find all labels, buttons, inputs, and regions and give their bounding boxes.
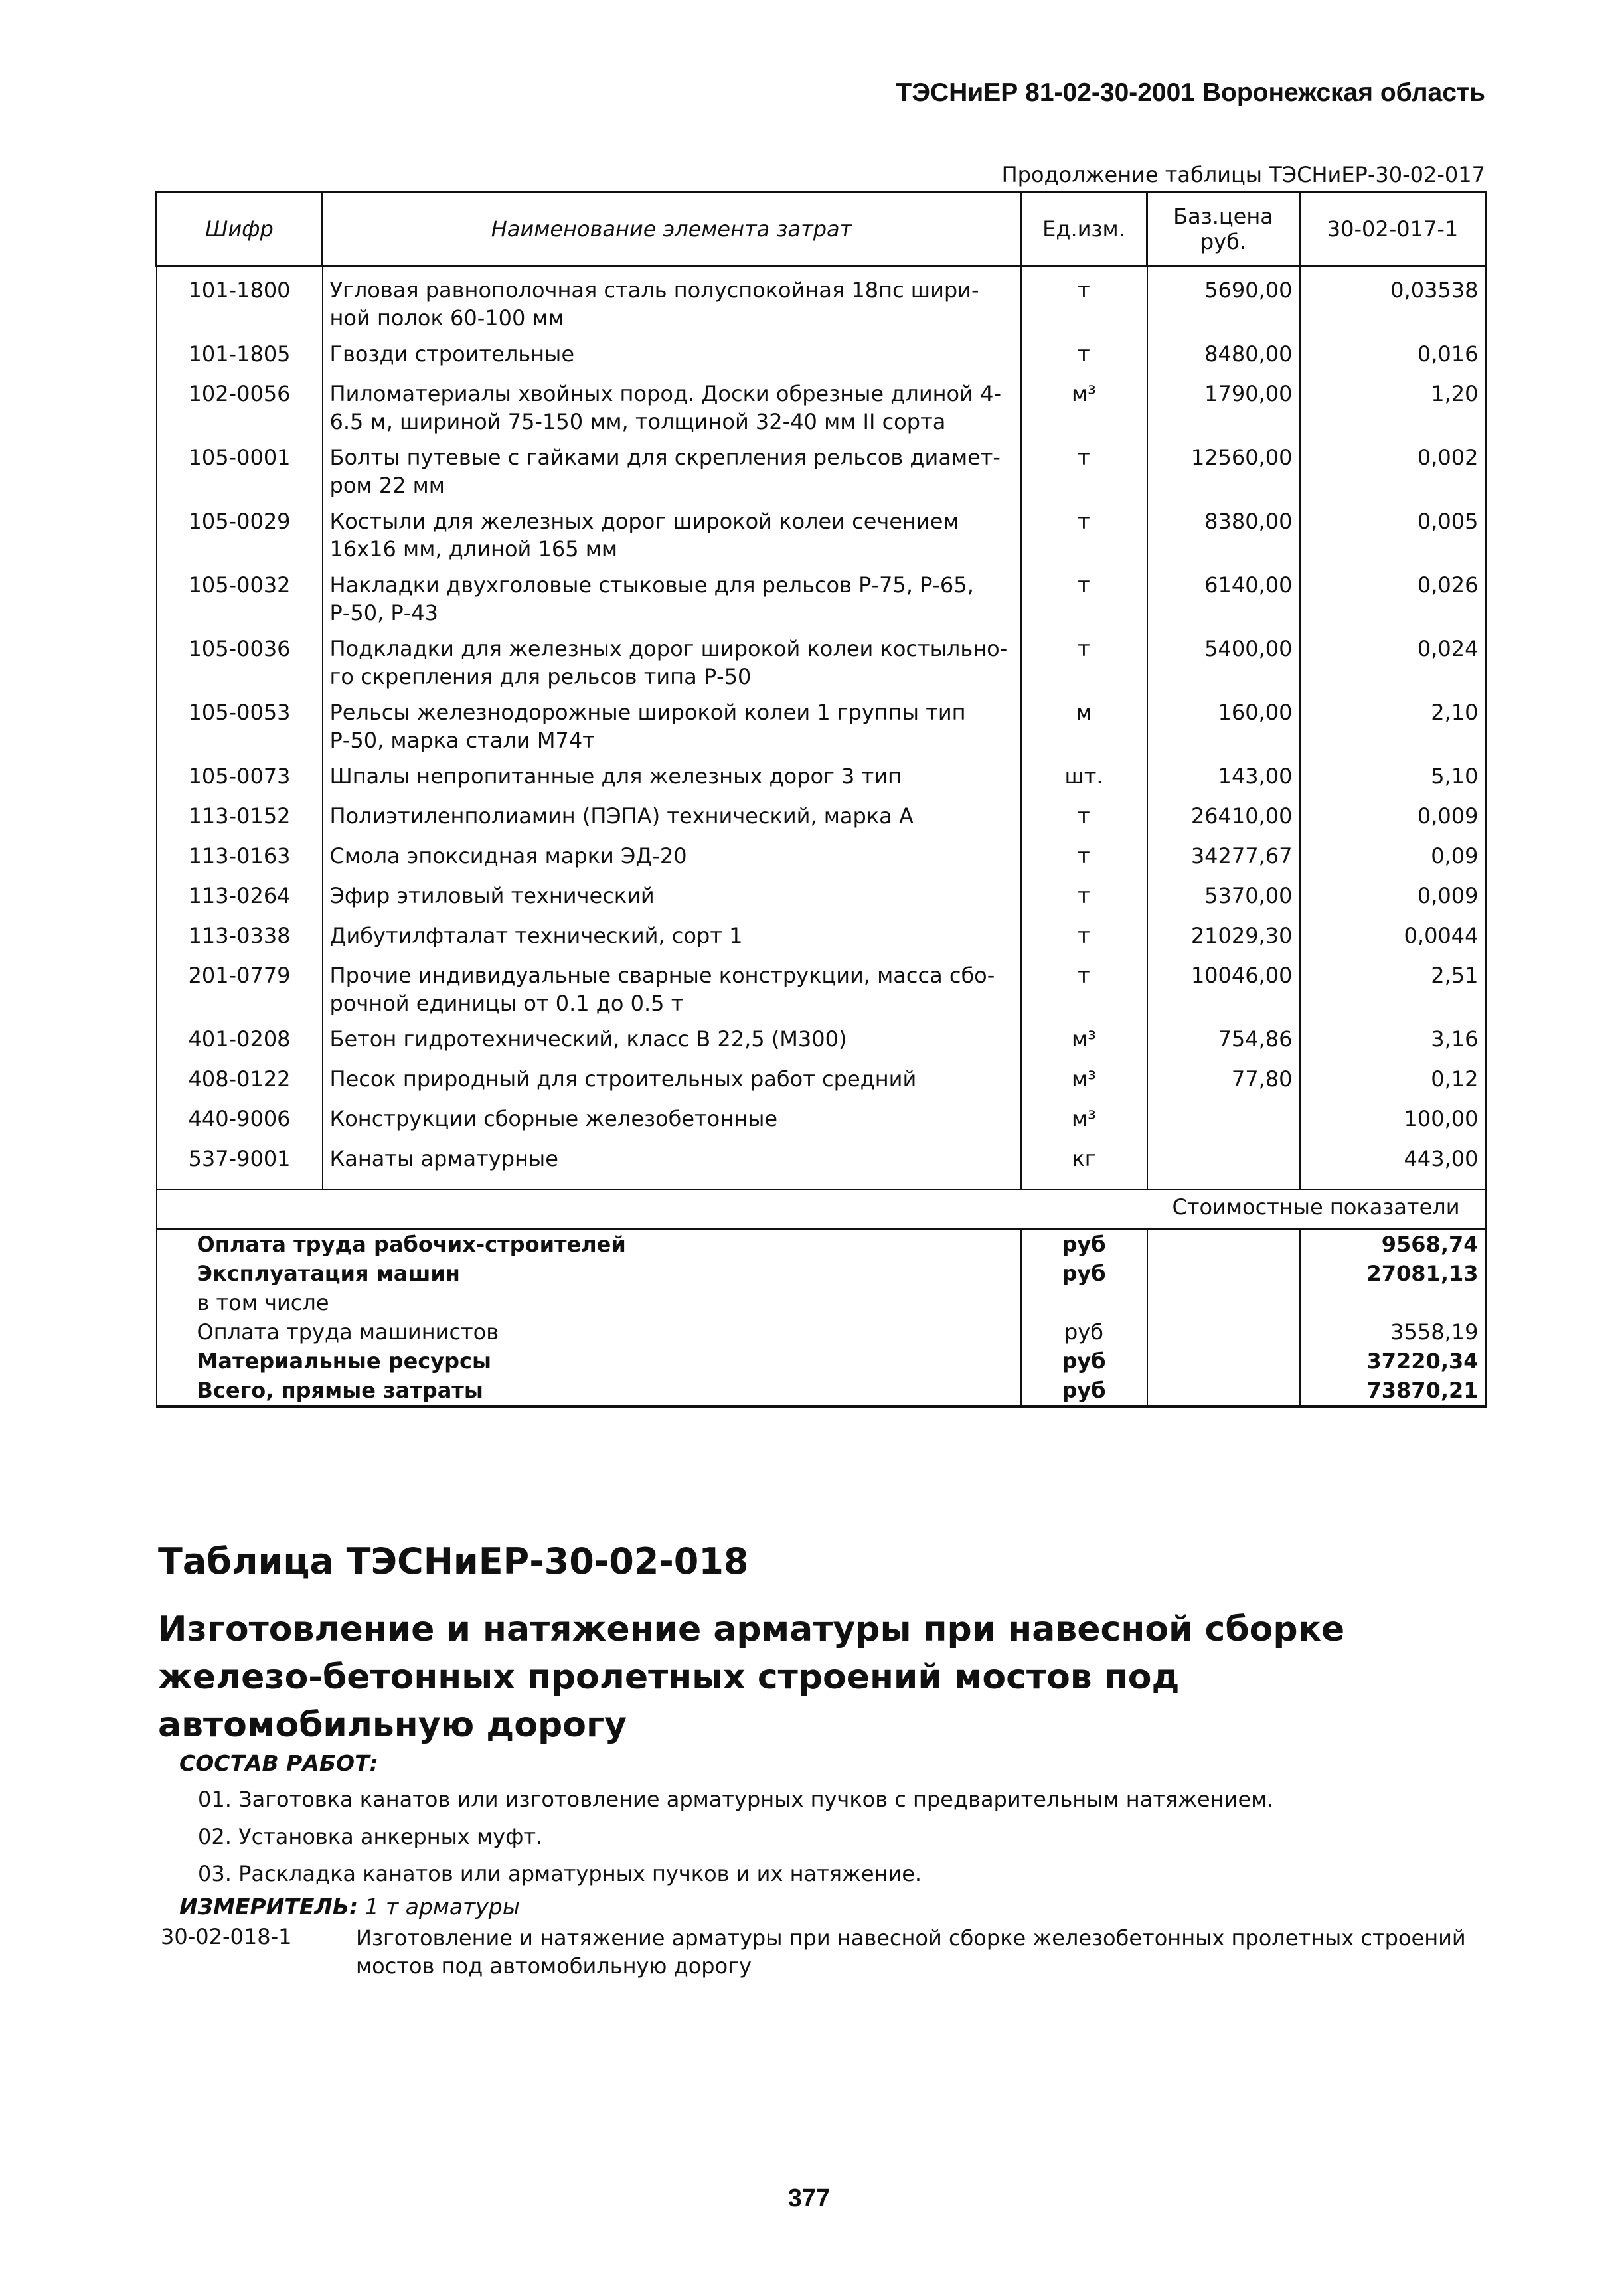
- summary-row: [157, 1288, 1486, 1317]
- cell-price: 754,86: [1147, 1021, 1300, 1061]
- cell-unit: т: [1021, 878, 1147, 918]
- table-row: [157, 567, 1486, 631]
- summary-empty-cell: [1147, 1259, 1300, 1288]
- cell-unit: т: [1021, 266, 1147, 337]
- cell-unit: м: [1021, 695, 1147, 758]
- section-title: Таблица ТЭСНиЕР-30-02-018: [158, 1540, 749, 1582]
- cell-norm: 0,03538: [1300, 266, 1486, 337]
- cell-code: 101-1805: [157, 336, 323, 376]
- cell-name: Шпалы непропитанные для железных дорог 3 тип: [323, 758, 1021, 798]
- summary-empty-cell: [1147, 1376, 1300, 1406]
- summary-row: [157, 1347, 1486, 1376]
- cost-spacer: [157, 1190, 1147, 1229]
- cell-norm: 0,12: [1300, 1061, 1486, 1101]
- summary-body: [157, 1190, 1486, 1407]
- cell-price: 5400,00: [1147, 631, 1300, 695]
- cell-code: 440-9006: [157, 1101, 323, 1141]
- cell-norm: 1,20: [1300, 376, 1486, 440]
- cell-name: Песок природный для строительных работ средний: [323, 1061, 1021, 1101]
- cell-name: Гвозди строительные: [323, 336, 1021, 376]
- cell-norm: 0,002: [1300, 440, 1486, 503]
- summary-value: 37220,34: [1300, 1347, 1486, 1376]
- table-row: [157, 1101, 1486, 1141]
- table-header-row: [157, 193, 1486, 266]
- table-row: [157, 376, 1486, 440]
- cell-unit: кг: [1021, 1141, 1147, 1190]
- page-header: ТЭСНиЕР 81-02-30-2001 Воронежская область: [896, 78, 1485, 107]
- summary-name: Эксплуатация машин: [157, 1259, 1021, 1288]
- table-row: [157, 336, 1486, 376]
- cell-norm: 443,00: [1300, 1141, 1486, 1190]
- cell-unit: м³: [1021, 376, 1147, 440]
- cell-price: [1147, 1101, 1300, 1141]
- table-row: [157, 266, 1486, 337]
- summary-unit: руб: [1021, 1376, 1147, 1406]
- section-subtitle: Изготовление и натяжение арматуры при навесной сборке железо-бетонных пролетных строений мостов под автомобильную дорогу: [158, 1609, 1345, 1745]
- summary-row: [157, 1259, 1486, 1288]
- cell-price: 5690,00: [1147, 266, 1300, 337]
- cell-code: 401-0208: [157, 1021, 323, 1061]
- table-row: [157, 631, 1486, 695]
- summary-unit: руб: [1021, 1229, 1147, 1260]
- cell-price: 8380,00: [1147, 503, 1300, 567]
- cell-name: Конструкции сборные железобетонные: [323, 1101, 1021, 1141]
- cell-unit: т: [1021, 503, 1147, 567]
- cell-name: Болты путевые с гайками для скрепления рельсов диамет-ром 22 мм: [323, 440, 1021, 503]
- summary-name: Всего, прямые затраты: [157, 1376, 1021, 1406]
- cell-price: [1147, 1141, 1300, 1190]
- cell-norm: 0,009: [1300, 878, 1486, 918]
- cell-price: 143,00: [1147, 758, 1300, 798]
- table-row: [157, 1141, 1486, 1190]
- works-list: [198, 1781, 1273, 1892]
- cell-code: 113-0152: [157, 798, 323, 838]
- cell-code: 113-0264: [157, 878, 323, 918]
- cell-norm: 0,009: [1300, 798, 1486, 838]
- table-row: [157, 440, 1486, 503]
- cell-name: Рельсы железнодорожные широкой колеи 1 группы тип Р-50, марка стали М74т: [323, 695, 1021, 758]
- works-title: СОСТАВ РАБОТ:: [179, 1750, 378, 1776]
- cost-indicators-row: [157, 1190, 1486, 1229]
- work-item: 03. Раскладка канатов или арматурных пучков и их натяжение.: [198, 1861, 922, 1886]
- summary-value: [1300, 1288, 1486, 1317]
- cell-norm: 0,09: [1300, 838, 1486, 878]
- cell-price: 8480,00: [1147, 336, 1300, 376]
- cell-name: Эфир этиловый технический: [323, 878, 1021, 918]
- measure-value: 1 т арматуры: [364, 1894, 520, 1920]
- summary-value: 27081,13: [1300, 1259, 1486, 1288]
- cell-unit: шт.: [1021, 758, 1147, 798]
- header-norm: 30-02-017-1: [1300, 193, 1486, 266]
- cell-price: 160,00: [1147, 695, 1300, 758]
- summary-row: [157, 1376, 1486, 1406]
- cell-unit: т: [1021, 838, 1147, 878]
- cell-norm: 5,10: [1300, 758, 1486, 798]
- cell-price: 1790,00: [1147, 376, 1300, 440]
- summary-value: 3558,19: [1300, 1317, 1486, 1347]
- cell-code: 113-0338: [157, 918, 323, 957]
- summary-unit: руб: [1021, 1347, 1147, 1376]
- summary-name: в том числе: [157, 1288, 1021, 1317]
- cell-name: Накладки двухголовые стыковые для рельсов Р-75, Р-65, Р-50, Р-43: [323, 567, 1021, 631]
- cell-norm: 0,026: [1300, 567, 1486, 631]
- table-row: [157, 798, 1486, 838]
- summary-unit: [1021, 1288, 1147, 1317]
- cell-name: Дибутилфталат технический, сорт 1: [323, 918, 1021, 957]
- table-body: [157, 266, 1486, 1190]
- norm-code: 30-02-018-1: [161, 1924, 292, 1949]
- cell-code: 105-0073: [157, 758, 323, 798]
- summary-row: [157, 1317, 1486, 1347]
- cell-unit: т: [1021, 336, 1147, 376]
- norm-description: Изготовление и натяжение арматуры при навесной сборке железобетонных пролетных строений мостов под автомобильную дорогу: [356, 1926, 1466, 1979]
- summary-empty-cell: [1147, 1317, 1300, 1347]
- summary-empty-cell: [1147, 1347, 1300, 1376]
- summary-name: Оплата труда машинистов: [157, 1317, 1021, 1347]
- cell-code: 105-0001: [157, 440, 323, 503]
- cell-name: Угловая равнополочная сталь полуспокойная 18пс шири-ной полок 60-100 мм: [323, 266, 1021, 337]
- cell-price: 26410,00: [1147, 798, 1300, 838]
- measure-line: [179, 1894, 520, 1920]
- cell-norm: 0,0044: [1300, 918, 1486, 957]
- resource-table: [155, 191, 1487, 1408]
- cell-code: 102-0056: [157, 376, 323, 440]
- summary-name: Оплата труда рабочих-строителей: [157, 1229, 1021, 1260]
- cost-indicators-label: Стоимостные показатели: [1147, 1190, 1486, 1229]
- table-row: [157, 918, 1486, 957]
- cell-norm: 0,016: [1300, 336, 1486, 376]
- cell-name: Полиэтиленполиамин (ПЭПА) технический, марка А: [323, 798, 1021, 838]
- summary-empty-cell: [1147, 1288, 1300, 1317]
- cell-unit: м³: [1021, 1021, 1147, 1061]
- cell-name: Прочие индивидуальные сварные конструкции, масса сбо-рочной единицы от 0.1 до 0.5 т: [323, 957, 1021, 1021]
- summary-value: 9568,74: [1300, 1229, 1486, 1260]
- cell-code: 105-0029: [157, 503, 323, 567]
- cell-price: 6140,00: [1147, 567, 1300, 631]
- cell-code: 105-0053: [157, 695, 323, 758]
- cell-price: 5370,00: [1147, 878, 1300, 918]
- cell-code: 113-0163: [157, 838, 323, 878]
- page-number: 377: [787, 2184, 831, 2212]
- cell-norm: 2,51: [1300, 957, 1486, 1021]
- cell-norm: 100,00: [1300, 1101, 1486, 1141]
- cell-code: 537-9001: [157, 1141, 323, 1190]
- header-code: Шифр: [157, 193, 323, 266]
- cell-price: 21029,30: [1147, 918, 1300, 957]
- cell-name: Подкладки для железных дорог широкой колеи костыльно-го скрепления для рельсов типа Р-50: [323, 631, 1021, 695]
- table-row: [157, 503, 1486, 567]
- header-unit: Ед.изм.: [1021, 193, 1147, 266]
- cell-name: Канаты арматурные: [323, 1141, 1021, 1190]
- cell-unit: т: [1021, 567, 1147, 631]
- summary-unit: руб: [1021, 1259, 1147, 1288]
- cell-code: 201-0779: [157, 957, 323, 1021]
- cell-norm: 2,10: [1300, 695, 1486, 758]
- cell-unit: м³: [1021, 1101, 1147, 1141]
- cell-price: 12560,00: [1147, 440, 1300, 503]
- summary-empty-cell: [1147, 1229, 1300, 1260]
- cell-name: Смола эпоксидная марки ЭД-20: [323, 838, 1021, 878]
- cell-code: 105-0036: [157, 631, 323, 695]
- table-continuation-label: Продолжение таблицы ТЭСНиЕР-30-02-017: [1001, 162, 1485, 187]
- cell-unit: т: [1021, 440, 1147, 503]
- work-item: 01. Заготовка канатов или изготовление арматурных пучков с предварительным натяжением.: [198, 1787, 1274, 1812]
- cell-price: 10046,00: [1147, 957, 1300, 1021]
- measure-title: ИЗМЕРИТЕЛЬ:: [179, 1894, 359, 1920]
- header-name: Наименование элемента затрат: [323, 193, 1021, 266]
- cell-price: 77,80: [1147, 1061, 1300, 1101]
- cell-name: Бетон гидротехнический, класс В 22,5 (М300): [323, 1021, 1021, 1061]
- summary-name: Материальные ресурсы: [157, 1347, 1021, 1376]
- cell-unit: т: [1021, 631, 1147, 695]
- cell-unit: т: [1021, 957, 1147, 1021]
- cell-norm: 3,16: [1300, 1021, 1486, 1061]
- table-row: [157, 758, 1486, 798]
- table-row: [157, 878, 1486, 918]
- cell-norm: 0,024: [1300, 631, 1486, 695]
- cell-unit: т: [1021, 918, 1147, 957]
- work-item: 02. Установка анкерных муфт.: [198, 1824, 543, 1849]
- cell-code: 101-1800: [157, 266, 323, 337]
- summary-value: 73870,21: [1300, 1376, 1486, 1406]
- table-row: [157, 1061, 1486, 1101]
- table-row: [157, 838, 1486, 878]
- table-row: [157, 957, 1486, 1021]
- cell-unit: м³: [1021, 1061, 1147, 1101]
- table-row: [157, 1021, 1486, 1061]
- cell-price: 34277,67: [1147, 838, 1300, 878]
- cell-norm: 0,005: [1300, 503, 1486, 567]
- summary-unit: руб: [1021, 1317, 1147, 1347]
- table-row: [157, 695, 1486, 758]
- header-price: Баз.цена руб.: [1147, 193, 1300, 266]
- cell-name: Пиломатериалы хвойных пород. Доски обрезные длиной 4-6.5 м, шириной 75-150 мм, толщиной 32-40 мм II сорта: [323, 376, 1021, 440]
- cell-name: Костыли для железных дорог широкой колеи сечением 16х16 мм, длиной 165 мм: [323, 503, 1021, 567]
- cell-code: 105-0032: [157, 567, 323, 631]
- cell-unit: т: [1021, 798, 1147, 838]
- summary-row: [157, 1229, 1486, 1260]
- cell-code: 408-0122: [157, 1061, 323, 1101]
